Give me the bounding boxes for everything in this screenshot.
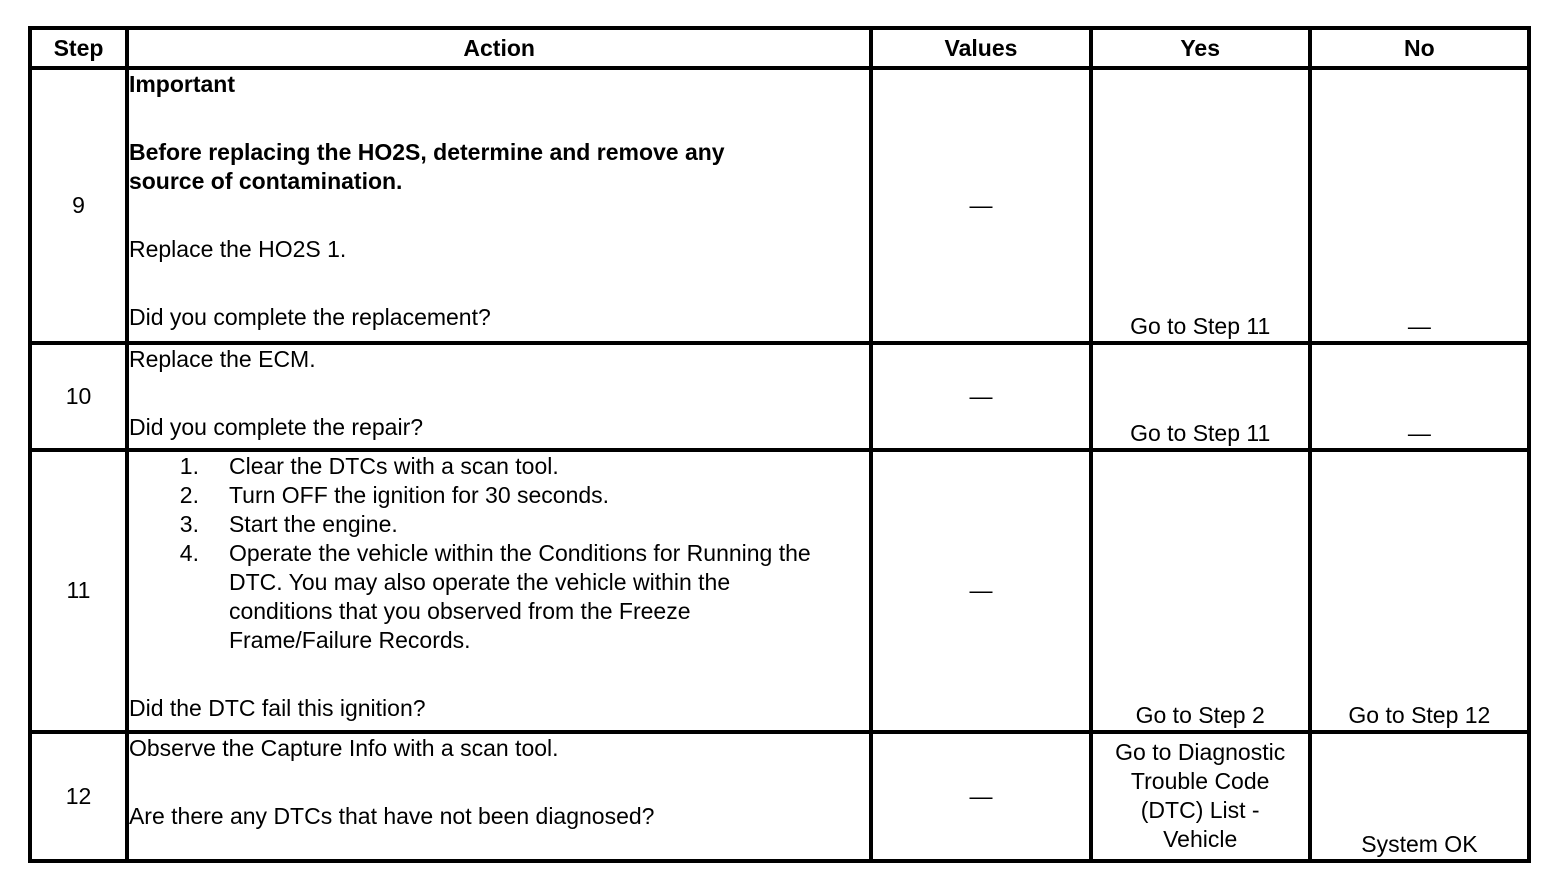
- list-item: 3. Start the engine.: [179, 510, 398, 537]
- action-cell: [127, 450, 871, 732]
- values-cell: —: [871, 732, 1090, 861]
- header-no: No: [1310, 28, 1529, 68]
- table-row: [30, 450, 1529, 732]
- action-question: Did you complete the replacement?: [128, 304, 491, 331]
- yes-cell: Go to Step 11: [1091, 343, 1310, 450]
- action-cell: [127, 68, 871, 342]
- important-label: Important: [128, 71, 236, 98]
- action-cell: [127, 343, 871, 450]
- table-row: [30, 343, 1529, 450]
- action-instruction: Replace the HO2S 1.: [128, 236, 347, 263]
- yes-cell: Go to Diagnostic Trouble Code (DTC) List - Vehicle: [1091, 732, 1310, 861]
- header-values: Values: [871, 28, 1090, 68]
- no-cell: System OK: [1310, 732, 1529, 861]
- no-cell: Go to Step 12: [1310, 450, 1529, 732]
- values-cell: —: [871, 450, 1090, 732]
- header-step: Step: [30, 28, 127, 68]
- procedure-list: [129, 452, 869, 655]
- list-item: 4. Operate the vehicle within the Conditions for Running the DTC. You may also operate the vehicle within the conditions that you observed from the Freeze Frame/Failure Records.: [179, 539, 811, 653]
- header-action: Action: [127, 28, 871, 68]
- no-cell: —: [1310, 68, 1529, 342]
- values-cell: —: [871, 343, 1090, 450]
- list-item: 2. Turn OFF the ignition for 30 seconds.: [179, 481, 610, 508]
- action-instruction: Observe the Capture Info with a scan tool.: [128, 734, 559, 761]
- diagnostic-table: [28, 26, 1531, 863]
- table-row: [30, 732, 1529, 861]
- important-note: Before replacing the HO2S, determine and remove any source of contamination.: [128, 139, 725, 195]
- action-cell: [127, 732, 871, 861]
- step-number: 10: [30, 343, 127, 450]
- no-cell: —: [1310, 343, 1529, 450]
- action-question: Did you complete the repair?: [128, 413, 424, 440]
- step-number: 12: [30, 732, 127, 861]
- action-question: Are there any DTCs that have not been diagnosed?: [128, 802, 655, 829]
- yes-cell: Go to Step 2: [1091, 450, 1310, 732]
- action-instruction: Replace the ECM.: [128, 345, 316, 372]
- header-yes: Yes: [1091, 28, 1310, 68]
- action-question: Did the DTC fail this ignition?: [128, 694, 426, 721]
- table-row: [30, 68, 1529, 342]
- step-number: 11: [30, 450, 127, 732]
- step-number: 9: [30, 68, 127, 342]
- list-item: 1. Clear the DTCs with a scan tool.: [179, 452, 559, 479]
- values-cell: —: [871, 68, 1090, 342]
- header-row: [30, 28, 1529, 68]
- yes-cell: Go to Step 11: [1091, 68, 1310, 342]
